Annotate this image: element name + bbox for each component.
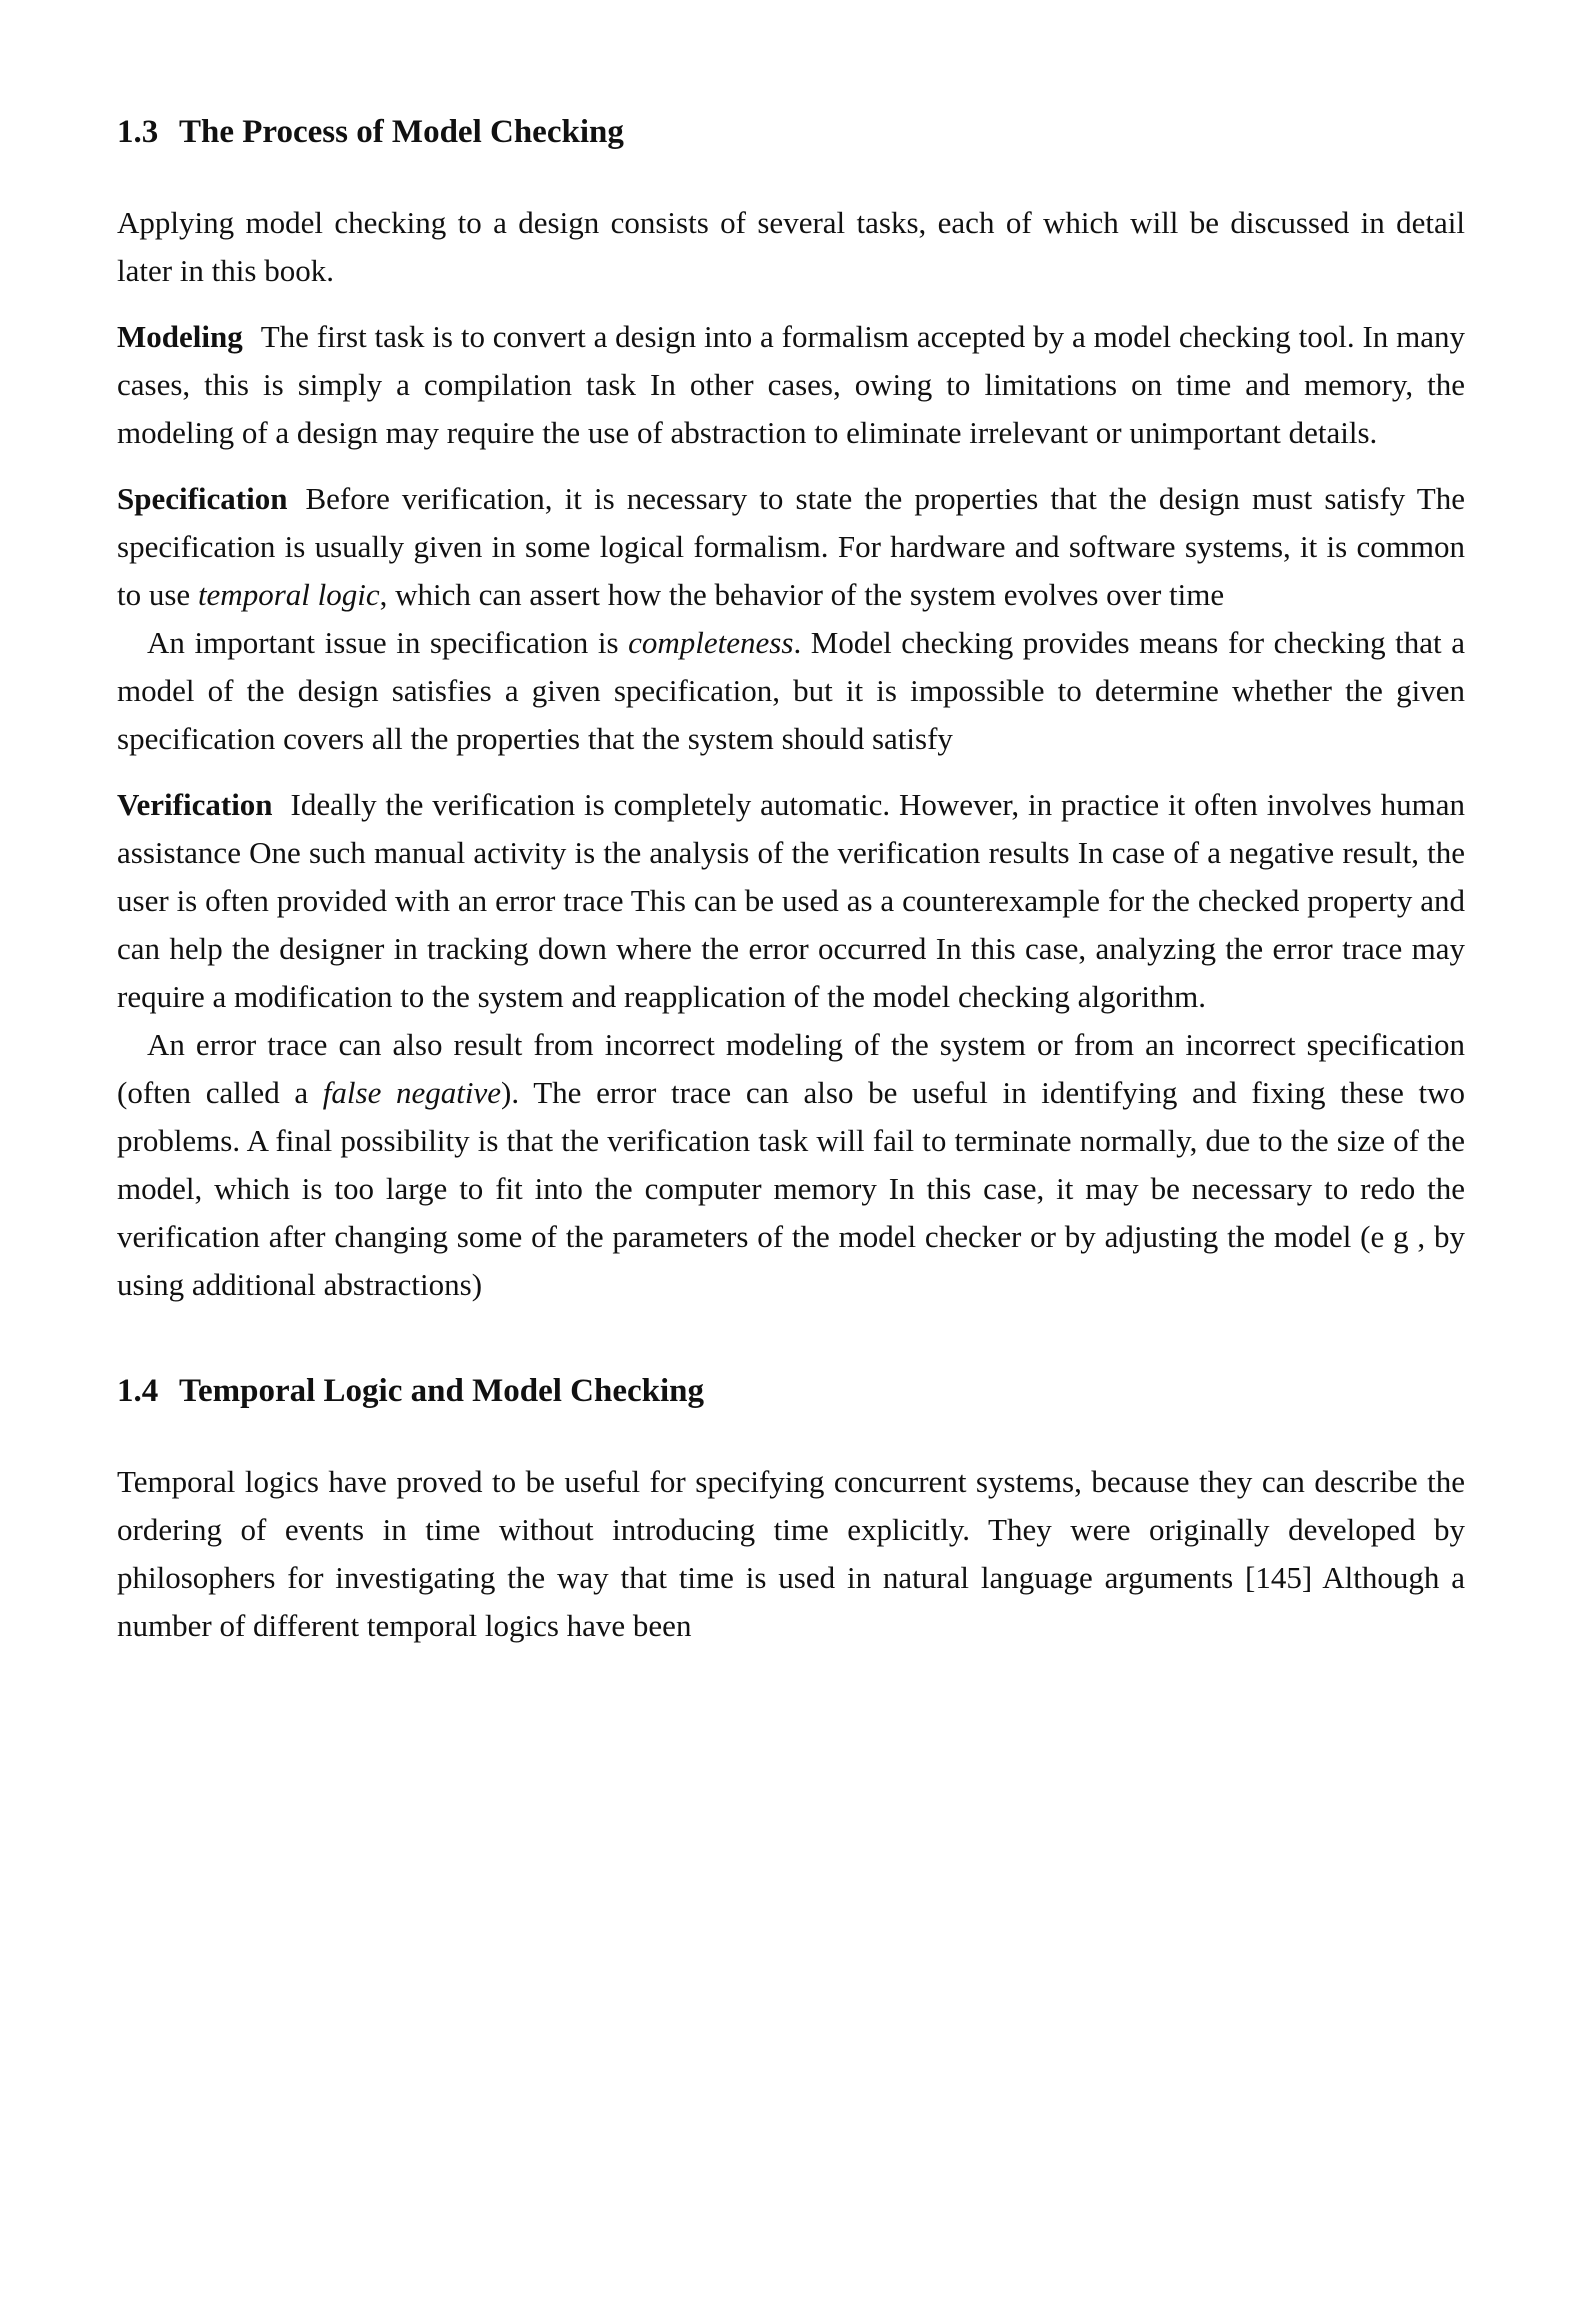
intro-paragraph: Applying model checking to a design consists of several tasks, each of which will be discussed in detail later in this book.	[117, 205, 1465, 288]
modeling-text: The first task is to convert a design into a formalism accepted by a model checking tool. In many cases, this is simply a compilation task In other cases, owing to limitations on time and memory, the modeling of a design may require the use of abstraction to eliminate irrelevant or unimportant details.	[117, 319, 1465, 450]
verification-lead-term: Verification	[117, 787, 273, 822]
section-number: 1.3	[117, 114, 159, 150]
error-trace-emphasis: false negative	[322, 1075, 502, 1110]
section-heading-1-3	[117, 112, 1465, 152]
specification-emphasis: temporal logic	[197, 577, 380, 612]
completeness-text-before: An important issue in specification is	[147, 625, 629, 660]
specification-lead-term: Specification	[117, 481, 288, 516]
modeling-lead-term: Modeling	[117, 319, 243, 354]
specification-text-after: , which can assert how the behavior of the system evolves over time	[379, 577, 1225, 612]
temporal-logic-paragraph: Temporal logics have proved to be useful for specifying concurrent systems, because they can describe the ordering of events in time without introducing time explicitly. They were originally developed by philosophers for investigating the way that time is used in natural language arguments [145] Although a number of different temporal logics have been	[117, 1464, 1465, 1643]
verification-text: Ideally the verification is completely automatic. However, in practice it often involves human assistance One such manual activity is the analysis of the verification results In case of a negative result, the user is often provided with an error trace This can be used as a counterexample for the checked property and can help the designer in tracking down where the error occurred In this case, analyzing the error trace may require a modification to the system and reapplication of the model checking algorithm.	[117, 787, 1465, 1014]
section-heading-1-4	[117, 1371, 1465, 1411]
specification-paragraph	[117, 475, 1465, 619]
completeness-text-after: . Model checking provides means for checking that a model of the design satisfies a given specification, but it is impossible to determine whether the given specification covers all the properties that the system should satisfy	[117, 625, 1465, 756]
error-trace-paragraph	[117, 1021, 1465, 1309]
completeness-emphasis: completeness	[628, 625, 794, 660]
completeness-paragraph	[117, 619, 1465, 763]
section-number: 1.4	[117, 1373, 159, 1409]
specification-text-before: Before verification, it is necessary to state the properties that the design must satisfy The specification is usually given in some logical formalism. For hardware and software systems, it is common to use	[117, 481, 1465, 612]
section-title: The Process of Model Checking	[179, 114, 624, 150]
error-trace-text-after: ). The error trace can also be useful in identifying and fixing these two problems. A final possibility is that the verification task will fail to terminate normally, due to the size of the model, which is too large to fit into the computer memory In this case, it may be necessary to redo the verification after changing some of the parameters of the model checker or by adjusting the model (e g , by using additional abstractions)	[117, 1075, 1466, 1302]
verification-paragraph	[117, 781, 1465, 1021]
error-trace-text-before: An error trace can also result from incorrect modeling of the system or from an incorrect specification (often called a	[117, 1027, 1465, 1110]
book-page	[117, 112, 1465, 1650]
modeling-paragraph	[117, 313, 1465, 457]
section-title: Temporal Logic and Model Checking	[179, 1373, 704, 1409]
